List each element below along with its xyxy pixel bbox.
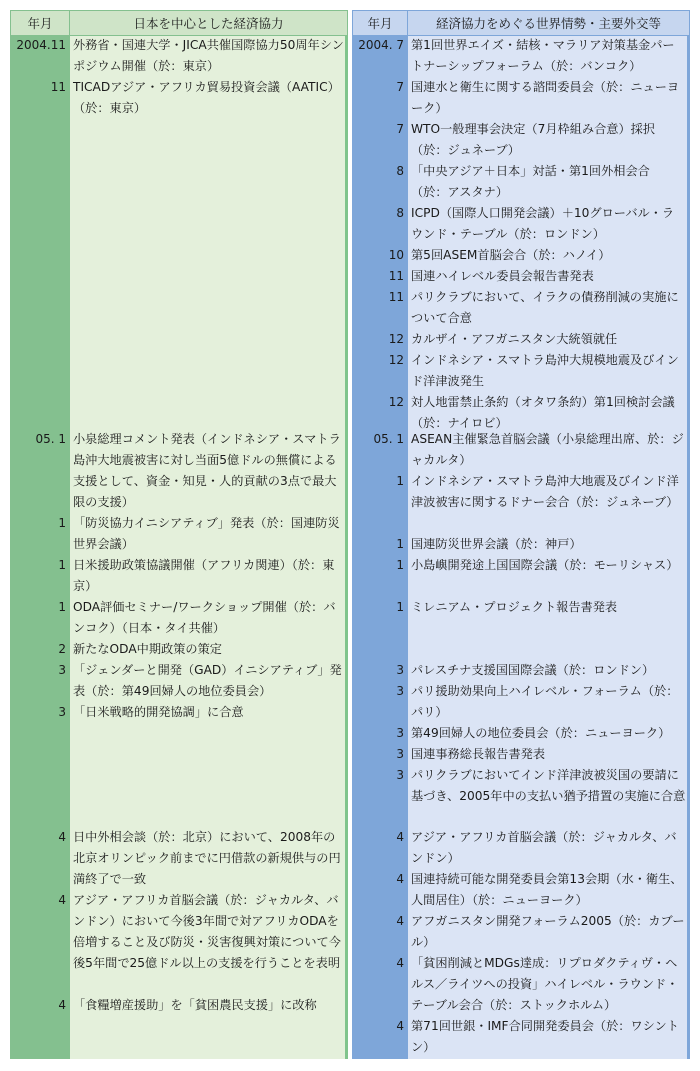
right-entry-date: 8 [396, 206, 404, 220]
left-entry-text: 「日米戦略的開発協調」に合意 [73, 705, 244, 719]
left-entry-date: 4 [58, 893, 66, 907]
right-entry-text: 第49回婦人の地位委員会（於：ニューヨーク） [411, 726, 671, 740]
right-entry-text: パリクラブにおいて、イラクの債務削減の実施について合意 [411, 290, 679, 325]
right-entry-date: 12 [388, 332, 404, 346]
left-entry-text: TICADアジア・アフリカ貿易投資会議（AATIC）（於：東京） [73, 80, 340, 115]
right-entry-date: 05. 1 [373, 432, 404, 446]
right-entry-text: 「貧困削減とMDGs達成：リプロダクティヴ・ヘルス／ライツへの投資」ハイレベル・ラウンド・テーブル会合（於：ストックホルム） [411, 956, 679, 1012]
right-entry-date: 4 [396, 914, 404, 928]
right-entry-date: 4 [396, 830, 404, 844]
right-entry-date: 1 [396, 558, 404, 572]
right-entry-text: ミレニアム・プロジェクト報告書発表 [411, 600, 618, 614]
left-entry-date: 1 [58, 516, 66, 530]
right-entry-text: 第1回世界エイズ・結核・マラリア対策基金パートナーシップフォーラム（於：バンコク） [411, 38, 675, 73]
right-entry-text: ICPD（国際人口開発会議）＋10グローバル・ラウンド・テーブル（於：ロンドン） [411, 206, 675, 241]
left-entry-text: 「食糧増産援助」を「貧困農民支援」に改称 [73, 998, 317, 1012]
right-entry-text: パリクラブにおいてインド洋津波被災国の要請に基づき、2005年中の支払い猶予措置の実施に合意 [411, 768, 686, 803]
right-entry-date: 11 [388, 290, 404, 304]
left-entry-text: 日中外相会談（於：北京）において、2008年の北京オリンピック前までに円借款の新規供与の円満終了で一致 [73, 830, 341, 886]
left-entry-date: 3 [58, 663, 66, 677]
right-entry-text: 国連防災世界会議（於：神戸） [411, 537, 582, 551]
left-entry-date: 2004.11 [16, 38, 66, 52]
right-entry-date: 1 [396, 600, 404, 614]
right-entry-text: 第5回ASEM首脳会合（於：ハノイ） [411, 248, 611, 262]
right-entry-date: 12 [388, 353, 404, 367]
right-entry-date: 7 [396, 122, 404, 136]
left-title-header: 日本を中心とした経済協力 [70, 10, 348, 36]
left-entry-text: 外務省・国連大学・JICA共催国際協力50周年シンポジウム開催（於：東京） [73, 38, 344, 73]
right-entry-date: 4 [396, 872, 404, 886]
right-entry-date: 8 [396, 164, 404, 178]
right-entry-text: アフガニスタン開発フォーラム2005（於：カブール） [411, 914, 685, 949]
right-entry-text: ASEAN主催緊急首脳会議（小泉総理出席、於：ジャカルタ） [411, 432, 684, 467]
right-entry-text: WTO一般理事会決定（7月枠組み合意）採択（於：ジュネーブ） [411, 122, 656, 157]
right-entry-text: インドネシア・スマトラ島沖大地震及びインド洋津波被害に関するドナー会合（於：ジュネーブ） [411, 474, 679, 509]
right-entry-text: パリ援助効果向上ハイレベル・フォーラム（於：パリ） [411, 684, 679, 719]
right-entry-date: 3 [396, 726, 404, 740]
right-entry-date: 3 [396, 768, 404, 782]
left-entry-date: 11 [50, 80, 66, 94]
left-entry-text: アジア・アフリカ首脳会議（於：ジャカルタ、バンドン）において今後3年間で対アフリカODAを倍増すること及び防災・災害復興対策について今後5年間で25億ドル以上の支援を行うことを表明 [73, 893, 341, 970]
left-entry-text: 「ジェンダーと開発（GAD）イニシアティブ」発表（於：第49回婦人の地位委員会） [73, 663, 342, 698]
right-entry-date: 3 [396, 663, 404, 677]
right-entry-text: カルザイ・アフガニスタン大統領就任 [411, 332, 618, 346]
right-entry-text: 第71回世銀・IMF合同開発委員会（於：ワシントン） [411, 1019, 679, 1054]
right-entry-text: 「中央アジア＋日本」対話・第1回外相会合（於：アスタナ） [411, 164, 650, 199]
left-entry-date: 4 [58, 830, 66, 844]
right-entry-date: 3 [396, 684, 404, 698]
right-entry-date: 1 [396, 474, 404, 488]
right-entry-text: 対人地雷禁止条約（オタワ条約）第1回検討会議（於：ナイロビ） [411, 395, 675, 430]
left-entry-date: 4 [58, 998, 66, 1012]
right-entry-text: 国連水と衛生に関する諮問委員会（於：ニューヨーク） [411, 80, 680, 115]
left-year-header: 年月 [10, 10, 70, 36]
left-entry-text: 「防災協力イニシアティブ」発表（於：国連防災世界会議） [73, 516, 340, 551]
right-entry-date: 4 [396, 956, 404, 970]
right-entry-text: 国連持続可能な開発委員会第13会期（水・衛生、人間居住）（於：ニューヨーク） [411, 872, 683, 907]
left-entry-date: 3 [58, 705, 66, 719]
right-entry-date: 10 [388, 248, 404, 262]
right-entry-date: 3 [396, 747, 404, 761]
right-entry-text: 小島嶼開発途上国国際会議（於：モーリシャス） [411, 558, 679, 572]
left-entry-text: 小泉総理コメント発表（インドネシア・スマトラ島沖大地震被害に対し当面5億ドルの無償による支援として、資金・知見・人的貢献の3点で最大限の支援） [73, 432, 341, 509]
right-entry-date: 12 [388, 395, 404, 409]
right-entry-date: 2004. 7 [358, 38, 404, 52]
left-entry-date: 1 [58, 558, 66, 572]
right-entry-date: 11 [388, 269, 404, 283]
right-entry-text: アジア・アフリカ首脳会議（於：ジャカルタ、バンドン） [411, 830, 677, 865]
right-entry-date: 1 [396, 537, 404, 551]
left-entry-date: 05. 1 [35, 432, 66, 446]
right-entry-date: 7 [396, 80, 404, 94]
left-entry-text: ODA評価セミナー/ワークショップ開催（於：バンコク）（日本・タイ共催） [73, 600, 336, 635]
right-entry-text: パレスチナ支援国国際会議（於：ロンドン） [411, 663, 655, 677]
left-entry-date: 2 [58, 642, 66, 656]
right-title-header: 経済協力をめぐる世界情勢・主要外交等 [408, 10, 690, 36]
left-entry-date: 1 [58, 600, 66, 614]
right-entry-text: インドネシア・スマトラ島沖大規模地震及びインド洋津波発生 [411, 353, 679, 388]
right-entry-text: 国連事務総長報告書発表 [411, 747, 546, 761]
left-entry-text: 新たなODA中期政策の策定 [73, 642, 222, 656]
right-entry-date: 4 [396, 1019, 404, 1033]
right-entry-text: 国連ハイレベル委員会報告書発表 [411, 269, 594, 283]
right-year-header: 年月 [352, 10, 408, 36]
left-entry-text: 日米援助政策協議開催（アフリカ関連）（於：東京） [73, 558, 335, 593]
